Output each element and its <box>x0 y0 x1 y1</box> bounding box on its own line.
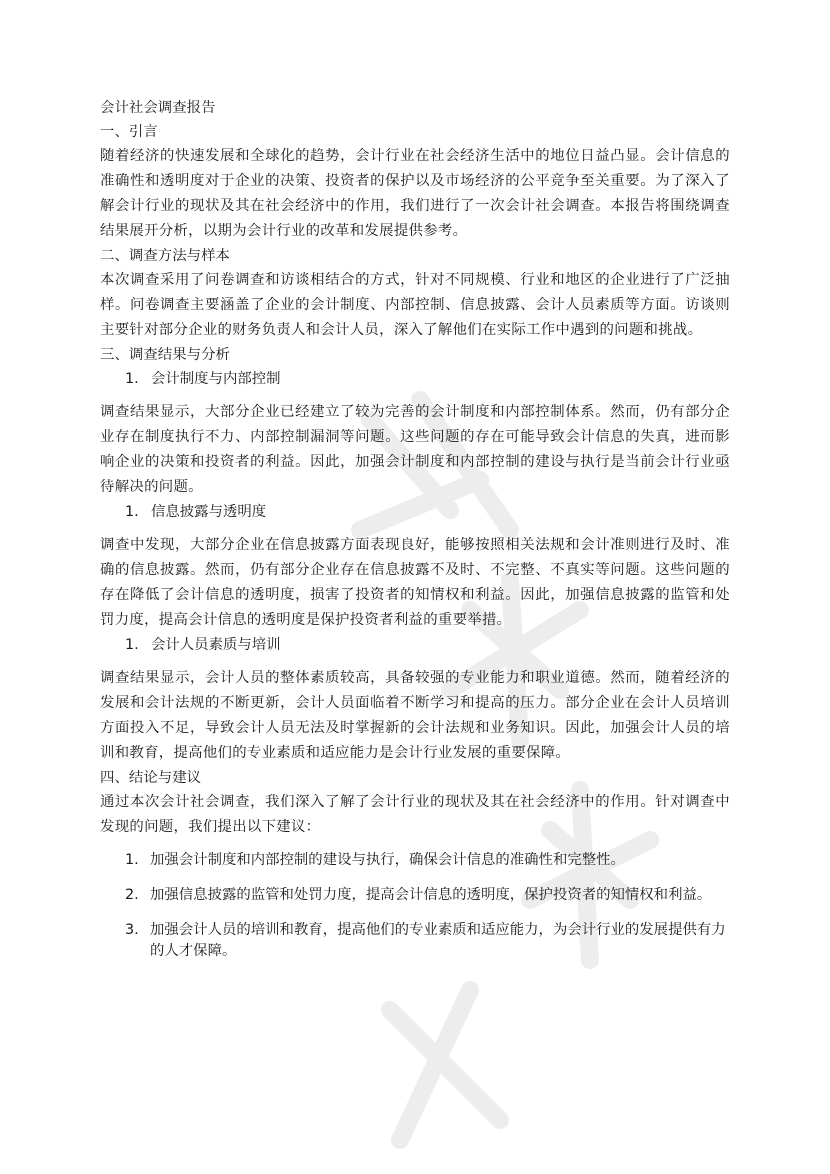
section-heading-conclusion: 四、结论与建议 <box>100 770 202 786</box>
list-item-text: 加强会计制度和内部控制的建设与执行，确保会计信息的准确性和完整性。 <box>150 852 625 868</box>
list-item-number: 2. <box>125 887 139 903</box>
disclosure-paragraph: 调查中发现，大部分企业在信息披露方面表现良好，能够按照相关法规和会计准则进行及时、准确的信息披露。然而，仍有部分企业存在信息披露不及时、不完整、不真实等问题。这些问题的存在降低了会计信息的透明度，损害了投资者的知情权和利益。因此，加强信息披露的监管和处罚力度，提高会计信息的透明度是保护投资者利益的重要举措。 <box>100 537 730 628</box>
subsection-number: 1. <box>125 371 139 387</box>
list-item-number: 1. <box>125 852 139 868</box>
section-heading-intro: 一、引言 <box>100 124 158 140</box>
list-item <box>100 885 730 906</box>
document-body <box>100 96 730 976</box>
document-title: 会计社会调查报告 <box>100 100 216 116</box>
list-item-number: 3. <box>125 922 139 938</box>
personnel-paragraph: 调查结果显示，会计人员的整体素质较高，具备较强的专业能力和职业道德。然而，随着经济的发展和会计法规的不断更新，会计人员面临着不断学习和提高的压力。部分企业在会计人员培训方面投入不足，导致会计人员无法及时掌握新的会计法规和业务知识。因此，加强会计人员的培训和教育，提高他们的专业素质和适应能力是会计行业发展的重要保障。 <box>100 670 730 761</box>
list-item <box>100 850 730 871</box>
subsection-heading-personnel <box>100 633 730 657</box>
list-item-text: 加强信息披露的监管和处罚力度，提高会计信息的透明度，保护投资者的知情权和利益。 <box>150 887 712 903</box>
intro-paragraph: 随着经济的快速发展和全球化的趋势，会计行业在社会经济生活中的地位日益凸显。会计信息的准确性和透明度对于企业的决策、投资者的保护以及市场经济的公平竞争至关重要。为了深入了解会计行业的现状及其在社会经济中的作用，我们进行了一次会计社会调查。本报告将围绕调查结果展开分析，以期为会计行业的改革和发展提供参考。 <box>100 148 730 239</box>
subsection-number: 1. <box>125 504 139 520</box>
subsection-number: 1. <box>125 637 139 653</box>
subsection-title: 会计人员素质与培训 <box>151 637 281 653</box>
section-heading-results: 三、调查结果与分析 <box>100 347 230 363</box>
subsection-heading-accounting-system <box>100 367 730 391</box>
list-item-text: 加强会计人员的培训和教育，提高他们的专业素质和适应能力，为会计行业的发展提供有力的人才保障。 <box>150 922 726 959</box>
subsection-heading-disclosure <box>100 500 730 524</box>
list-item <box>100 920 730 962</box>
subsection-title: 会计制度与内部控制 <box>151 371 281 387</box>
accounting-system-paragraph: 调查结果显示，大部分企业已经建立了较为完善的会计制度和内部控制体系。然而，仍有部分企业存在制度执行不力、内部控制漏洞等问题。这些问题的存在可能导致会计信息的失真，进而影响企业的决策和投资者的利益。因此，加强会计制度和内部控制的建设与执行是当前会计行业亟待解决的问题。 <box>100 404 730 495</box>
section-heading-method: 二、调查方法与样本 <box>100 248 230 264</box>
method-paragraph: 本次调查采用了问卷调查和访谈相结合的方式，针对不同规模、行业和地区的企业进行了广泛抽样。问卷调查主要涵盖了企业的会计制度、内部控制、信息披露、会计人员素质等方面。访谈则主要针对部分企业的财务负责人和会计人员，深入了解他们在实际工作中遇到的问题和挑战。 <box>100 272 730 338</box>
conclusion-paragraph: 通过本次会计社会调查，我们深入了解了会计行业的现状及其在社会经济中的作用。针对调查中发现的问题，我们提出以下建议： <box>100 794 730 835</box>
recommendation-list <box>100 850 730 962</box>
subsection-title: 信息披露与透明度 <box>151 504 267 520</box>
